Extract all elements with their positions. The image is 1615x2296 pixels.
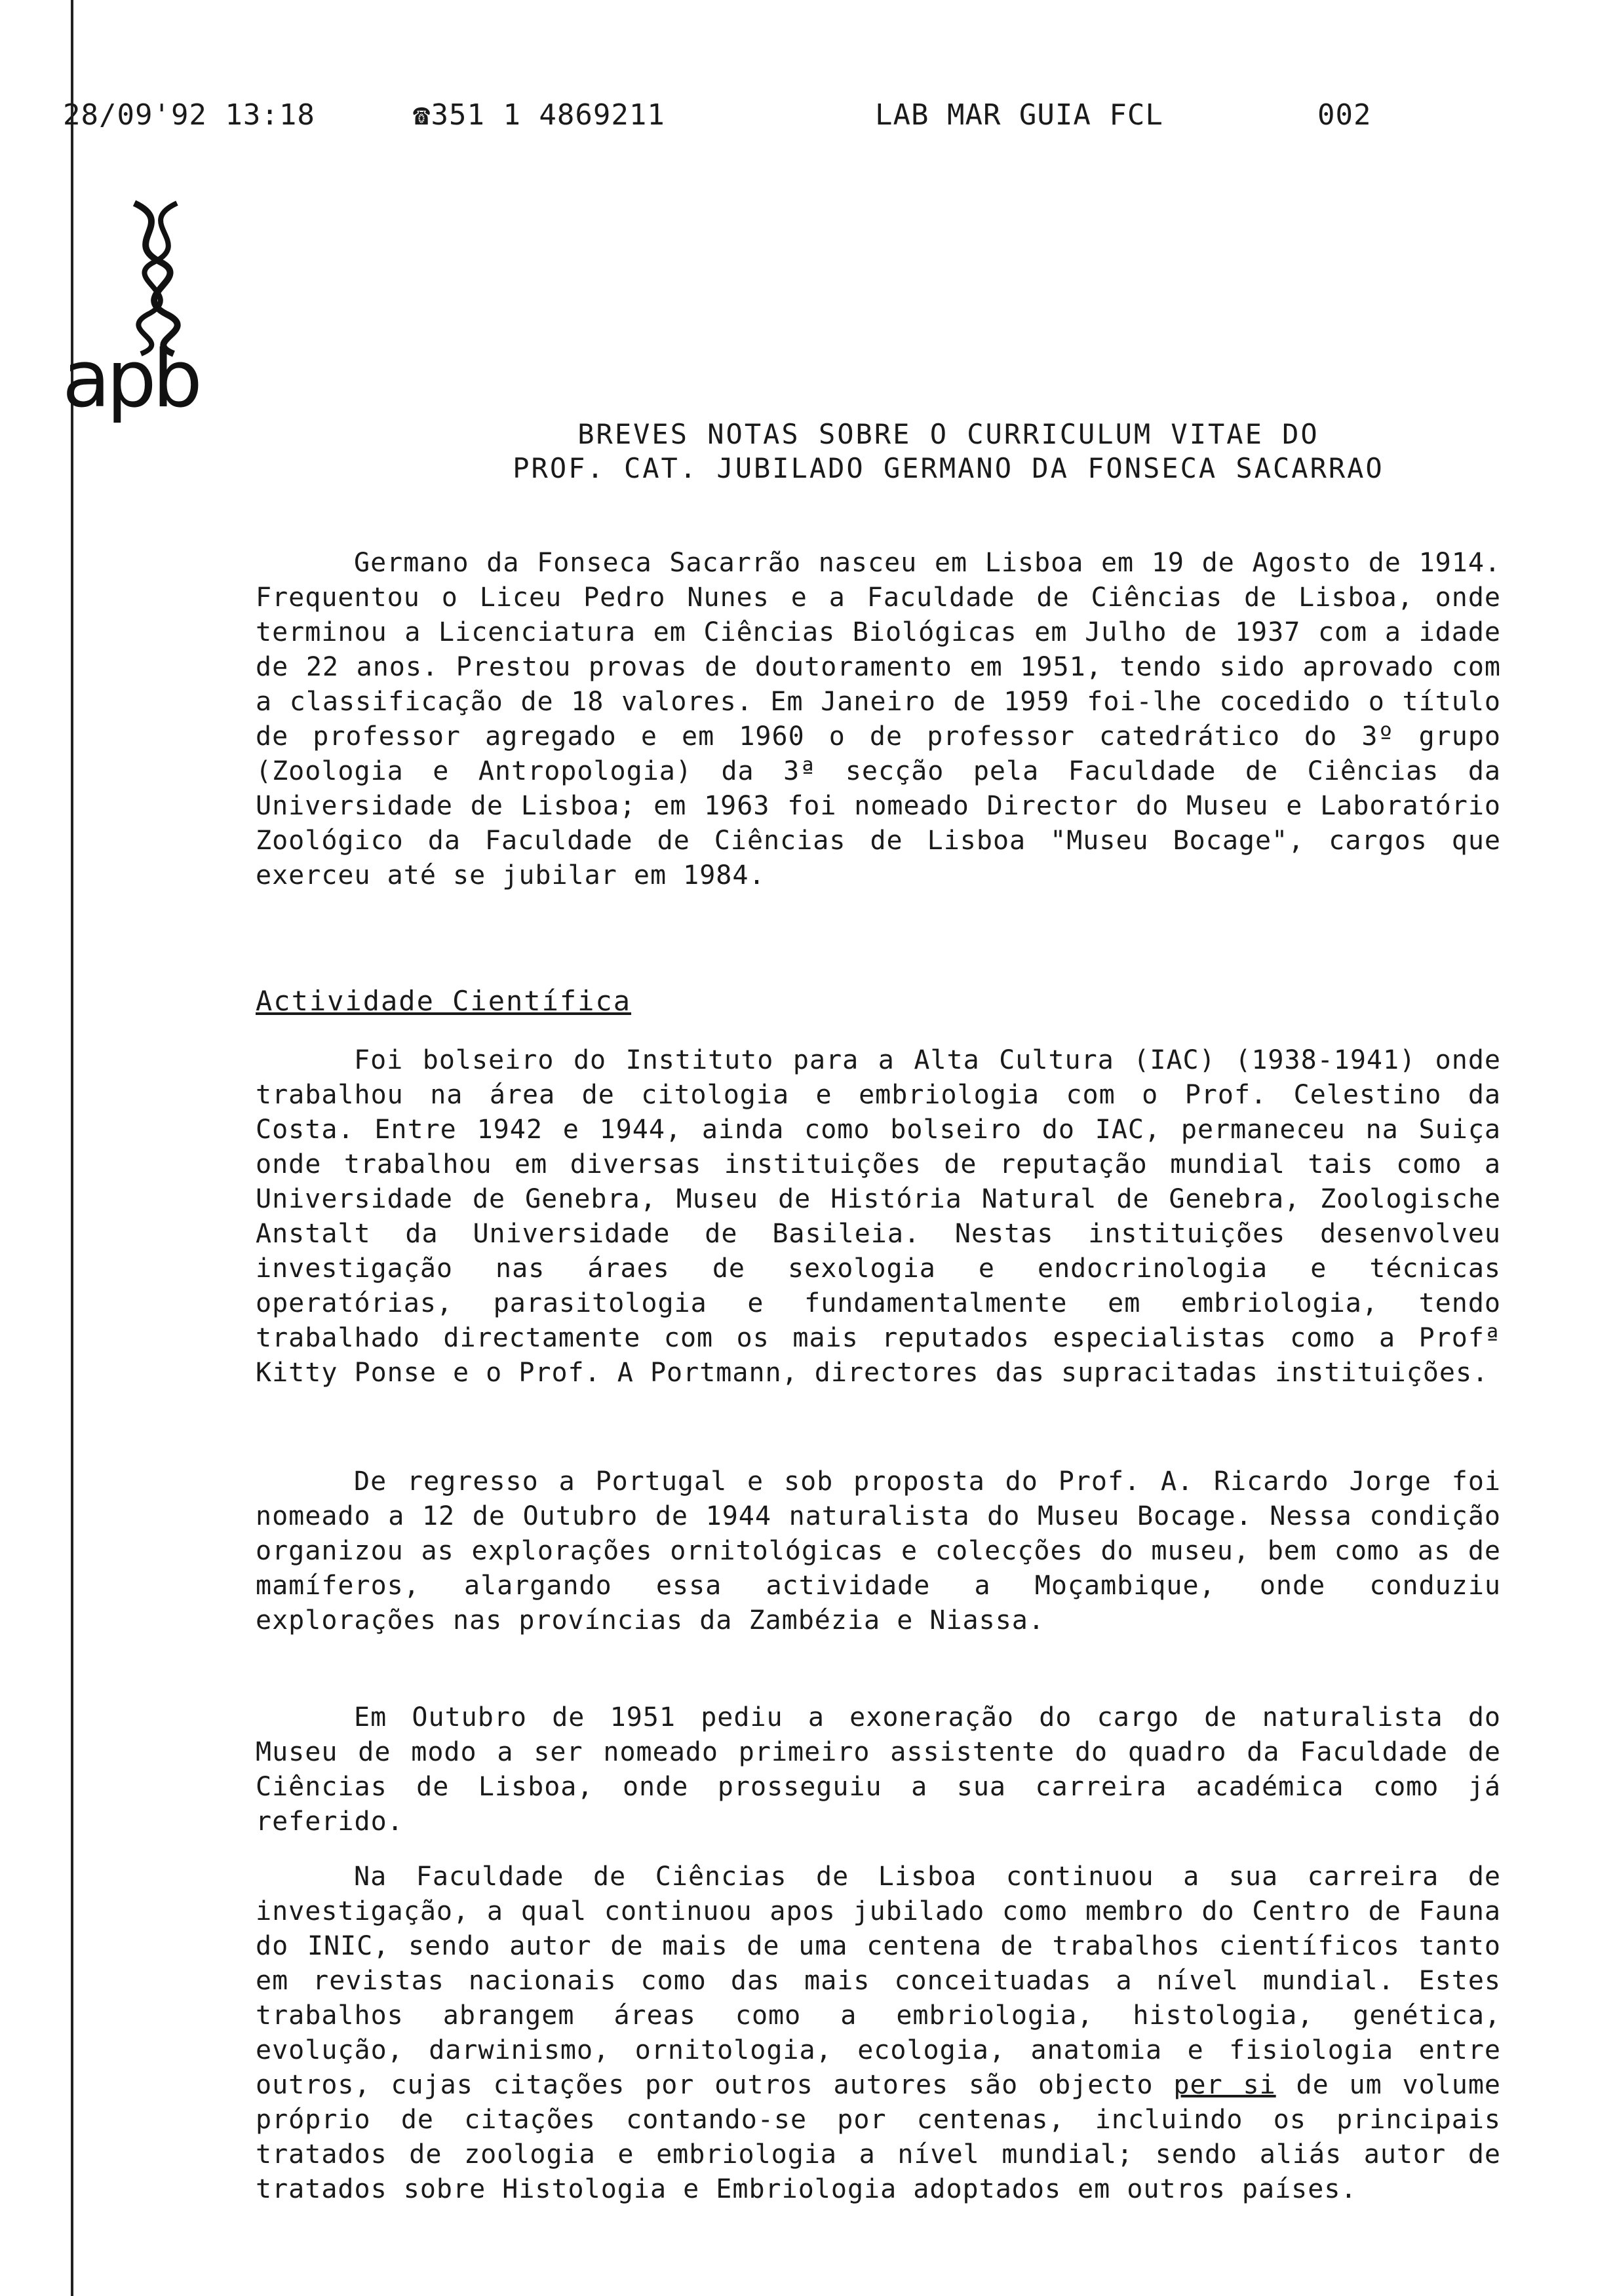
fax-page-number: 002 [1317, 98, 1372, 132]
paragraph-museum-naturalist: De regresso a Portugal e sob proposta do Prof. A. Ricardo Jorge foi nomeado a 12 de Outubro de 1944 naturalista do Museu Bocage. Nessa condição organizou as explorações ornitológicas e colecções do museu, bem como as de mamíferos, alargando essa actividade a Moçambique, onde conduziu explorações nas províncias da Zambézia e Niassa. [256, 1466, 1501, 1636]
fax-date-time: 28/09'92 13:18 [63, 98, 315, 132]
fax-station-id: LAB MAR GUIA FCL [875, 98, 1163, 132]
document-title-line-2: PROF. CAT. JUBILADO GERMANO DA FONSECA SACARRAO [513, 452, 1384, 484]
paragraph-academic-career: Em Outubro de 1951 pediu a exoneração do cargo de naturalista do Museu de modo a ser nomeado primeiro assistente do quadro da Faculdade de Ciências de Lisboa, onde prosseguiu a sua carreira académica como já referido. [256, 1702, 1501, 1837]
paragraph-research-output-part-a: Na Faculdade de Ciências de Lisboa continuou a sua carreira de investigação, a qual continuou apos jubilado como membro do Centro de Fauna do INIC, sendo autor de mais de uma centena de trabalhos científicos tanto em revistas nacionais como das mais conceituadas a nível mundial. Estes trabalhos abrangem áreas como a embriologia, histologia, genética, evolução, darwinismo, ornitologia, ecologia, anatomia e fisiologia entre outros, cujas citações por outros autores são objecto [256, 1862, 1501, 2100]
section-heading-scientific-activity: Actividade Científica [256, 985, 632, 1017]
paragraph-research-output [256, 1860, 1501, 2207]
paragraph-biography: Germano da Fonseca Sacarrão nasceu em Lisboa em 19 de Agosto de 1914. Frequentou o Liceu Pedro Nunes e a Faculdade de Ciências de Lisboa, onde terminou a Licenciatura em Ciências Biológicas em Julho de 1937 com a idade de 22 anos. Prestou provas de doutoramento em 1951, tendo sido aprovado com a classificação de 18 valores. Em Janeiro de 1959 foi-lhe cocedido o título de professor agregado e em 1960 o de professor catedrático do 3º grupo (Zoologia e Antropologia) da 3ª secção pela Faculdade de Ciências da Universidade de Lisboa; em 1963 foi nomeado Director do Museu e Laboratório Zoológico da Faculdade de Ciências de Lisboa "Museu Bocage", cargos que exerceu até se jubilar em 1984. [256, 548, 1501, 890]
paragraph-research-output-part-b: de um volume próprio de citações contando-se por centenas, incluindo os principais tratados de zoologia e embriologia a nível mundial; sendo aliás autor de tratados sobre Histologia e Embriologia adoptados em outros países. [256, 2070, 1501, 2204]
logo-wordmark: apb [62, 334, 199, 425]
fax-phone-number: ☎351 1 4869211 [413, 98, 665, 132]
document-title-line-1: BREVES NOTAS SOBRE O CURRICULUM VITAE DO [577, 418, 1319, 450]
paragraph-scholarship: Foi bolseiro do Instituto para a Alta Cultura (IAC) (1938-1941) onde trabalhou na área de citologia e embriologia com o Prof. Celestino da Costa. Entre 1942 e 1944, ainda como bolseiro do IAC, permaneceu na Suiça onde trabalhou em diversas instituições de reputação mundial tais como a Universidade de Genebra, Museu de História Natural de Genebra, Zoologische Anstalt da Universidade de Basileia. Nestas instituições desenvolveu investigação nas áraes de sexologia e endocrinologia e técnicas operatórias, parasitologia e fundamentalmente em embriologia, tendo trabalhado directamente com os mais reputados especialistas como a Profª Kitty Ponse e o Prof. A Portmann, directores das supracitadas instituições. [256, 1045, 1501, 1388]
underlined-per-si: per si [1173, 2070, 1276, 2100]
